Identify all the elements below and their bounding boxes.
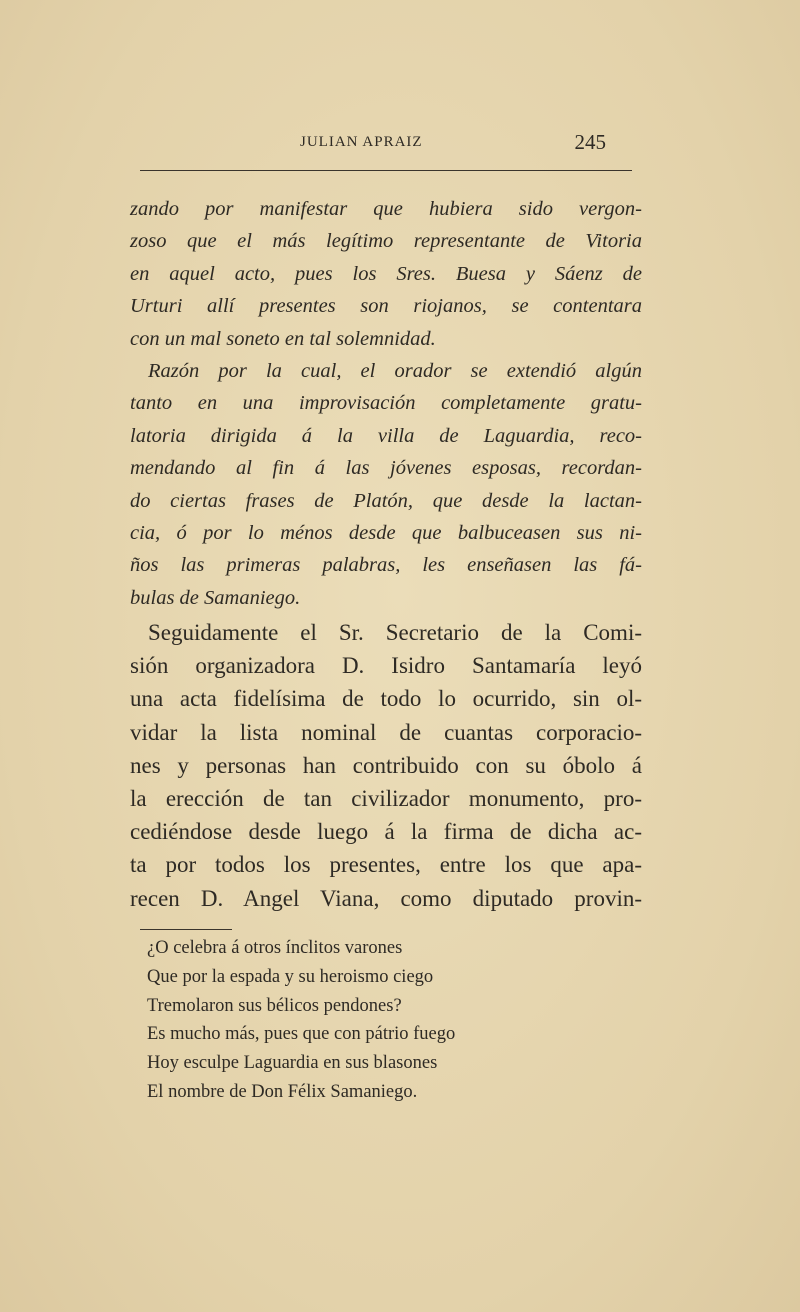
text-line: Hoy esculpe Laguardia en sus blasones [147, 1053, 438, 1074]
text-line: con un mal soneto en tal solemnidad. [130, 327, 436, 350]
text-line: sión organizadora D. Isidro Santamaría leyó [130, 653, 642, 679]
text-line: Que por la espada y su heroismo ciego [147, 966, 434, 987]
text-line: tanto en una improvisación completamente gratu- [130, 392, 642, 415]
text-line: bulas de Samaniego. [130, 586, 301, 609]
text-line: El nombre de Don Félix Samaniego. [147, 1082, 418, 1102]
text-line: Es mucho más, pues que con pátrio fuego [147, 1024, 456, 1045]
running-title: JULIAN APRAIZ [300, 134, 423, 150]
text-line: cia, ó por lo ménos desde que balbuceasen sus ni- [130, 522, 642, 544]
header-rule [140, 170, 632, 171]
text-line: zando por manifestar que hubiera sido vergon- [130, 198, 642, 220]
text-line: cediéndose desde luego á la firma de dicha ac- [130, 819, 642, 845]
text-line: do ciertas frases de Platón, que desde la lactan- [130, 489, 642, 512]
text-line: ños las primeras palabras, les enseñasen las fá- [130, 554, 642, 577]
text-line: la erección de tan civilizador monumento, pro- [130, 786, 642, 811]
footnote-rule [140, 929, 232, 930]
running-head [140, 130, 632, 158]
text-line: una acta fidelísima de todo lo ocurrido, sin ol- [130, 686, 642, 712]
text-line: latoria dirigida á la villa de Laguardia, reco- [130, 424, 642, 447]
page-number: 245 [574, 130, 606, 154]
text-line: mendando al fin á las jóvenes esposas, recordan- [130, 457, 642, 480]
text-line: vidar la lista nominal de cuantas corporacio- [130, 719, 642, 745]
text-line: Razón por la cual, el orador se extendió algún [148, 360, 642, 382]
text-line: ¿O celebra á otros ínclitos varones [147, 938, 403, 958]
text-line: recen D. Angel Viana, como diputado provin- [130, 885, 642, 911]
text-line: zoso que el más legítimo representante de Vitoria [130, 230, 642, 253]
text-line: Seguidamente el Sr. Secretario de la Comi- [148, 620, 642, 645]
text-line: en aquel acto, pues los Sres. Buesa y Sáenz de [130, 262, 642, 285]
text-line: Tremolaron sus bélicos pendones? [147, 995, 402, 1016]
text-line: nes y personas han contribuido con su óbolo á [130, 752, 642, 778]
text-line: ta por todos los presentes, entre los que apa- [130, 852, 642, 878]
text-line: Urturi allí presentes son riojanos, se contentara [130, 295, 642, 318]
